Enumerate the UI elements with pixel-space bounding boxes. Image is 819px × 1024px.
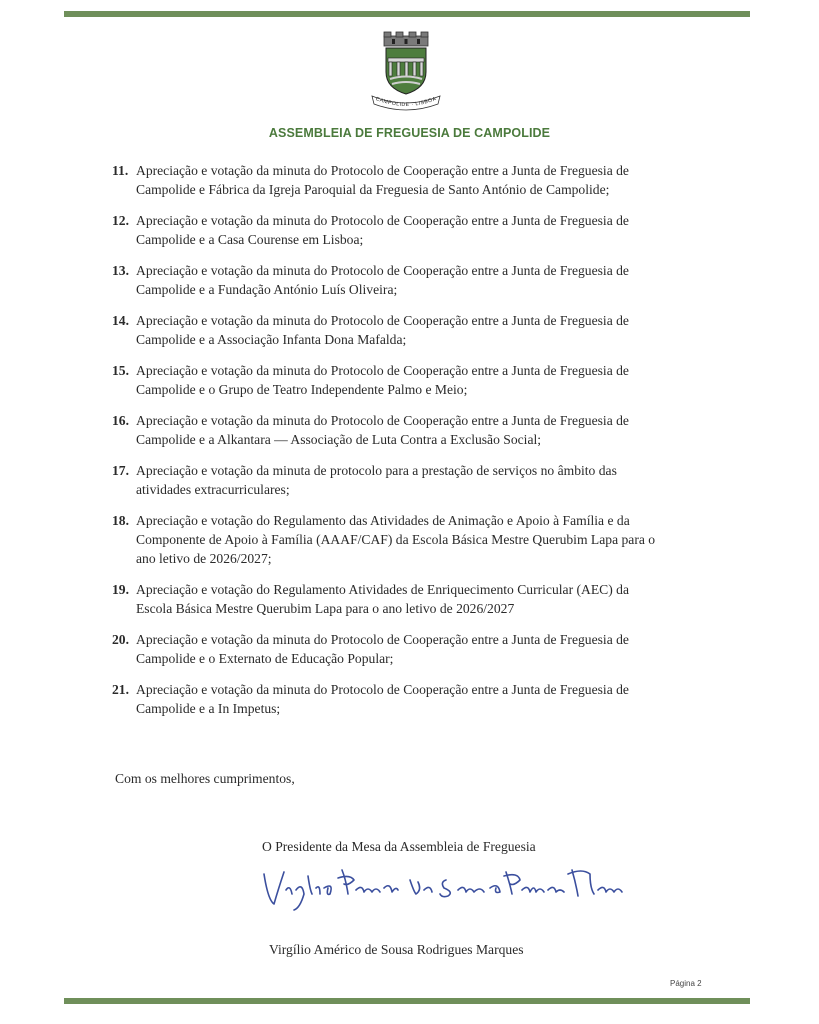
- agenda-item-number: 20.: [112, 632, 129, 647]
- agenda-item: [112, 161, 672, 199]
- agenda-item-number: 19.: [112, 582, 129, 597]
- agenda-item-text: [136, 311, 672, 349]
- agenda-item-number: 13.: [112, 263, 129, 278]
- bottom-border-rule: [64, 998, 750, 1004]
- agenda-item-line: Componente de Apoio à Família (AAAF/CAF) da Escola Básica Mestre Querubim Lapa para o: [136, 532, 656, 547]
- page-number: Página 2: [670, 979, 702, 988]
- agenda-item: [112, 411, 672, 449]
- agenda-item: [112, 511, 672, 568]
- agenda-item: [112, 461, 672, 499]
- agenda-item-line: Apreciação e votação do Regulamento Atividades de Enriquecimento Curricular (AEC) da: [136, 582, 629, 597]
- agenda-item-text: [136, 411, 672, 449]
- agenda-item-number: 15.: [112, 363, 129, 378]
- agenda-item-number: 12.: [112, 213, 129, 228]
- agenda-item-line: Campolide e a Associação Infanta Dona Mafalda;: [136, 332, 407, 347]
- agenda-item-line: Apreciação e votação do Regulamento das Atividades de Animação e Apoio à Família e da: [136, 513, 630, 528]
- agenda-item-number: 17.: [112, 463, 129, 478]
- agenda-item: [112, 211, 672, 249]
- agenda-item-line: Campolide e a Alkantara — Associação de Luta Contra a Exclusão Social;: [136, 432, 542, 447]
- agenda-item-text: [136, 261, 672, 299]
- agenda-item-text: [136, 161, 672, 199]
- agenda-item-text: [136, 630, 672, 668]
- agenda-item: [112, 261, 672, 299]
- agenda-item-line: Escola Básica Mestre Querubim Lapa para o ano letivo de 2026/2027: [136, 601, 515, 616]
- crest-ribbon-label: CAMPOLIDE · LISBOA: [374, 96, 438, 109]
- agenda-item-line: Campolide e Fábrica da Igreja Paroquial da Freguesia de Santo António de Campolide;: [136, 182, 610, 197]
- agenda-item-line: Campolide e a Fundação António Luís Oliveira;: [136, 282, 398, 297]
- agenda-item-line: ano letivo de 2026/2027;: [136, 551, 272, 566]
- top-border-rule: [64, 11, 750, 17]
- parish-crest-logo: [366, 30, 446, 112]
- agenda-item: [112, 630, 672, 668]
- agenda-item-number: 11.: [112, 163, 129, 178]
- agenda-item-line: Campolide e a Casa Courense em Lisboa;: [136, 232, 364, 247]
- agenda-item-line: Apreciação e votação da minuta do Protocolo de Cooperação entre a Junta de Freguesia de: [136, 682, 629, 697]
- agenda-list: [112, 161, 672, 730]
- agenda-item-line: Campolide e a In Impetus;: [136, 701, 281, 716]
- agenda-item-text: [136, 461, 672, 499]
- agenda-item: [112, 680, 672, 718]
- signer-name: Virgílio Américo de Sousa Rodrigues Marques: [269, 942, 524, 957]
- closing-greeting: Com os melhores cumprimentos,: [115, 771, 295, 786]
- agenda-item-line: Apreciação e votação da minuta do Protocolo de Cooperação entre a Junta de Freguesia de: [136, 413, 629, 428]
- agenda-item-line: Apreciação e votação da minuta do Protocolo de Cooperação entre a Junta de Freguesia de: [136, 213, 629, 228]
- agenda-item-line: Campolide e o Grupo de Teatro Independente Palmo e Meio;: [136, 382, 468, 397]
- agenda-item-number: 16.: [112, 413, 129, 428]
- agenda-item-text: [136, 580, 672, 618]
- agenda-item: [112, 311, 672, 349]
- assembly-title: ASSEMBLEIA DE FREGUESIA DE CAMPOLIDE: [268, 126, 551, 140]
- agenda-item-line: Apreciação e votação da minuta do Protocolo de Cooperação entre a Junta de Freguesia de: [136, 363, 629, 378]
- handwritten-signature: [250, 860, 630, 914]
- agenda-item-line: atividades extracurriculares;: [136, 482, 290, 497]
- agenda-item-line: Apreciação e votação da minuta do Protocolo de Cooperação entre a Junta de Freguesia de: [136, 632, 629, 647]
- agenda-item-line: Apreciação e votação da minuta do Protocolo de Cooperação entre a Junta de Freguesia de: [136, 163, 629, 178]
- signature-text: Virgílio Américo de Sousa Rodrigues Marques: [250, 860, 269, 861]
- agenda-item-text: [136, 361, 672, 399]
- agenda-item: [112, 580, 672, 618]
- agenda-item: [112, 361, 672, 399]
- agenda-item-line: Apreciação e votação da minuta do Protocolo de Cooperação entre a Junta de Freguesia de: [136, 313, 629, 328]
- agenda-item-line: Apreciação e votação da minuta de protocolo para a prestação de serviços no âmbito das: [136, 463, 617, 478]
- agenda-item-number: 18.: [112, 513, 129, 528]
- agenda-item-number: 14.: [112, 313, 129, 328]
- signer-role: O Presidente da Mesa da Assembleia de Freguesia: [262, 839, 536, 854]
- agenda-item-text: [136, 211, 672, 249]
- agenda-item-line: Campolide e o Externato de Educação Popular;: [136, 651, 394, 666]
- agenda-item-line: Apreciação e votação da minuta do Protocolo de Cooperação entre a Junta de Freguesia de: [136, 263, 629, 278]
- agenda-item-text: [136, 680, 672, 718]
- agenda-item-number: 21.: [112, 682, 129, 697]
- agenda-item-text: [136, 511, 672, 568]
